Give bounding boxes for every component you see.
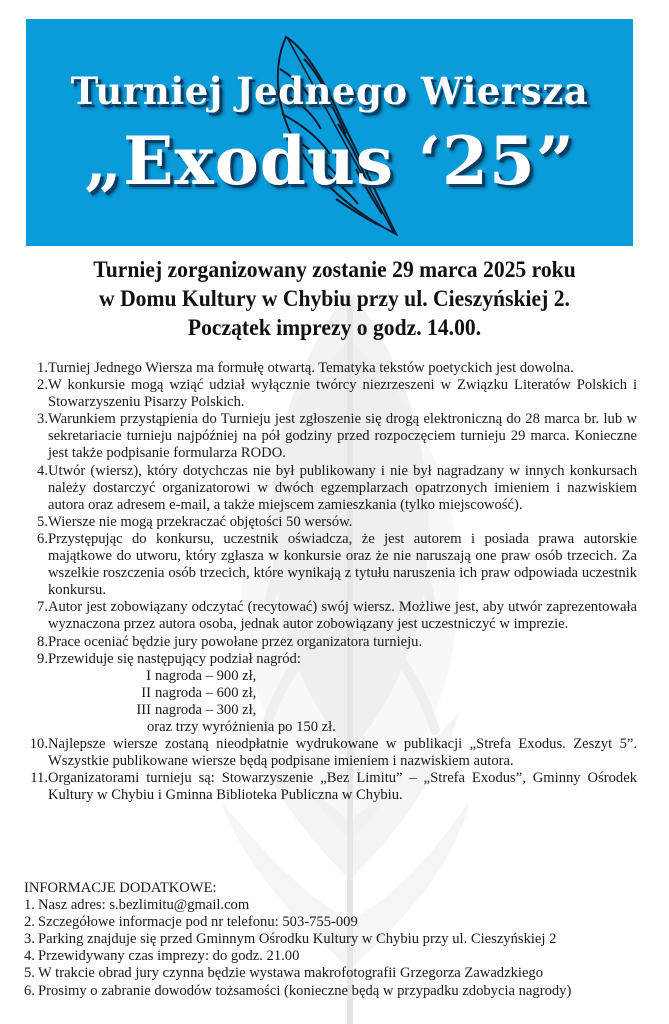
rule-text: Przewiduje się następujący podział nagród:: [48, 650, 301, 667]
info-item: [24, 931, 637, 948]
rule-number: 4.: [37, 462, 48, 479]
rule-item: [24, 514, 637, 531]
rule-number: 6.: [37, 530, 48, 547]
headline-line: Turniej zorganizowany zostanie 29 marca 2025 roku: [93, 257, 576, 283]
rule-text: Najlepsze wiersze zostaną nieodpłatnie wydrukowane w publikacji „Strefa Exodus. Zeszyt 5”. Wszystkie publikowane wiersze będą podpisane imieniem i nazwiskiem autora.: [48, 736, 637, 770]
prize-amount: nagroda – 300 zł,: [155, 701, 257, 718]
rule-item: [24, 463, 637, 514]
info-item: [24, 983, 637, 1000]
rule-number: 8.: [37, 633, 48, 650]
prize-amount: nagroda – 900 zł,: [155, 667, 257, 684]
prize-item: [48, 702, 637, 719]
rule-number: 1.: [37, 360, 48, 376]
event-headline: [27, 256, 642, 343]
info-text: Przewidywany czas imprezy: do godz. 21.00: [38, 948, 300, 965]
rule-text: Organizatorami turnieju są: Stowarzyszenie „Bez Limitu” – „Strefa Exodus”, Gminny Ośrodek Kultury w Chybiu i Gminna Biblioteka Publiczna w Chybiu.: [48, 770, 637, 804]
rule-number: 9.: [37, 650, 48, 667]
rule-text: Prace oceniać będzie jury powołane przez organizatora turnieju.: [48, 633, 423, 650]
rule-number: 11.: [30, 770, 48, 787]
rule-number: 3.: [37, 411, 48, 428]
info-number: 5.: [24, 965, 35, 982]
info-heading: INFORMACJE DODATKOWE:: [24, 880, 217, 896]
rule-item: [24, 770, 637, 804]
info-number: 2.: [24, 914, 35, 931]
info-number: 6.: [24, 982, 35, 999]
info-item: [24, 948, 637, 965]
rule-text: Przystępując do konkursu, uczestnik oświadcza, że jest autorem i posiada prawa autorskie majątkowe do utworu, który zgłasza w konkursie oraz że nie naruszają one praw osób trzecich. Za wszelkie roszczenia osób trzecich, które wynikają z tytułu naruszenia ich praw odpowiada uczestnik konkursu.: [48, 530, 637, 599]
rules-list: [24, 360, 637, 804]
info-item: [24, 914, 637, 931]
info-number: 3.: [24, 931, 35, 948]
info-text: W trakcie obrad jury czynna będzie wystawa makrofotografii Grzegorza Zawadzkiego: [38, 965, 544, 982]
additional-info: [24, 880, 637, 1000]
rule-number: 2.: [37, 377, 48, 394]
info-item: [24, 897, 637, 914]
rule-text: W konkursie mogą wziąć udział wyłącznie twórcy niezrzeszeni w Związku Literatów Polskich i Stowarzyszeniu Pisarzy Polskich.: [48, 377, 637, 411]
prize-distinctions: oraz trzy wyróżnienia po 150 zł.: [147, 718, 336, 735]
info-text: Szczegółowe informacje pod nr telefonu: 503-755-009: [38, 914, 358, 931]
rule-text: Utwór (wiersz), który dotychczas nie był publikowany i nie był nagradzany w innych konkursach należy dostarczyć organizatorowi w dwóch egzemplarzach opatrzonych imieniem i nazwiskiem autora oraz adresem e-mail, a także miejscem zamieszkania (tylko miejscowość).: [48, 462, 637, 513]
info-number: 1.: [24, 897, 35, 914]
rule-item: [24, 360, 637, 377]
banner-title: Turniej Jednego Wiersza: [70, 69, 589, 113]
rule-number: 7.: [37, 599, 48, 616]
rule-item: [24, 651, 637, 668]
rule-text: Warunkiem przystąpienia do Turnieju jest zgłoszenie się drogą elektroniczną do 28 marca br. lub w sekretariacie turnieju najpóźniej na pół godziny przed rozpoczęciem turnieju 29 marca. Konieczne jest także podpisanie formularza RODO.: [48, 411, 637, 462]
rule-item: [24, 377, 637, 411]
title-banner: [26, 19, 633, 246]
rule-text: Autor jest zobowiązany odczytać (recytować) swój wiersz. Możliwe jest, aby utwór zaprezentowała wyznaczona przez autora osoba, jednak autor zobowiązany jest uczestniczyć w imprezie.: [48, 599, 637, 633]
rule-item: [24, 599, 637, 633]
prize-item: [48, 668, 637, 685]
info-number: 4.: [24, 948, 35, 965]
rule-text: Turniej Jednego Wiersza ma formułę otwartą. Tematyka tekstów poetyckich jest dowolna.: [48, 360, 574, 376]
headline-line: w Domu Kultury w Chybiu przy ul. Cieszyńskiej 2.: [99, 286, 570, 312]
rule-item: [24, 634, 637, 651]
banner-subtitle: „Exodus ‘25”: [84, 122, 575, 200]
rule-item: [24, 531, 637, 599]
rule-item: [24, 411, 637, 462]
prize-item: [48, 685, 637, 702]
rule-item: [24, 736, 637, 770]
prize-place: II: [141, 684, 151, 701]
info-text: Prosimy o zabranie dowodów tożsamości (konieczne będą w przypadku zdobycia nagrody): [38, 982, 572, 999]
rule-number: 10.: [29, 736, 48, 753]
prize-place: III: [136, 701, 151, 718]
info-text: Nasz adres: s.bezlimitu@gmail.com: [38, 897, 250, 914]
info-text: Parking znajduje się przed Gminnym Ośrodku Kultury w Chybiu przy ul. Cieszyńskiej 2: [38, 931, 557, 948]
prize-amount: nagroda – 600 zł,: [155, 684, 257, 701]
headline-line: Początek imprezy o godz. 14.00.: [187, 315, 482, 341]
info-item: [24, 965, 637, 982]
rule-number: 5.: [37, 513, 48, 530]
rule-text: Wiersze nie mogą przekraczać objętości 50 wersów.: [48, 513, 353, 530]
prize-list: [48, 668, 637, 736]
prize-place: I: [146, 667, 151, 684]
